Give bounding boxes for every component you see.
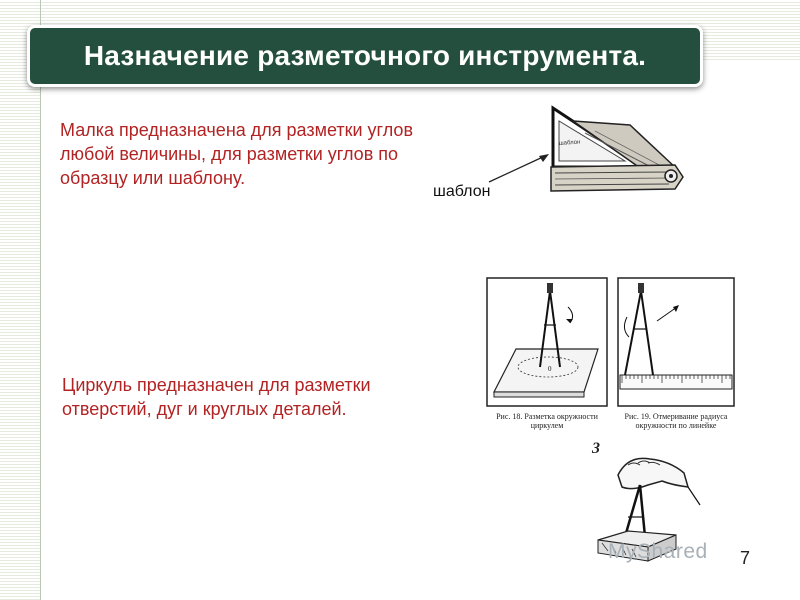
template-label: шаблон (433, 183, 491, 200)
background-stripes-left (0, 0, 40, 600)
compass-description: Циркуль предназначен для разметки отверстий, дуг и круглых деталей. (62, 375, 371, 419)
svg-text:0: 0 (548, 365, 552, 373)
left-rule (40, 0, 41, 600)
figure18-caption-line2: циркулем (530, 421, 564, 430)
figure18-caption (486, 412, 608, 430)
page-number: 7 (740, 548, 751, 568)
figure19-caption (617, 412, 735, 430)
template-pointer-arrow (485, 150, 555, 185)
figure-compass-ruler (617, 277, 735, 407)
slide-title: Назначение разметочного инструмента. (83, 40, 647, 71)
figure19-caption-line2: окружности по линейке (635, 421, 717, 430)
title-bar (27, 25, 703, 87)
figure-compass-circle (486, 277, 608, 407)
template-inscription: шаблон (558, 139, 581, 147)
watermark: MyShared (608, 540, 708, 563)
hand-figure-number: 3 (592, 440, 600, 457)
figure19-caption-line1: Рис. 19. Отмеривание радиуса (624, 412, 728, 421)
figure18-caption-line1: Рис. 18. Разметка окружности (496, 412, 598, 421)
malka-description: Малка предназначена для разметки углов любой величины, для разметки углов по образцу или шаблону. (60, 120, 414, 188)
